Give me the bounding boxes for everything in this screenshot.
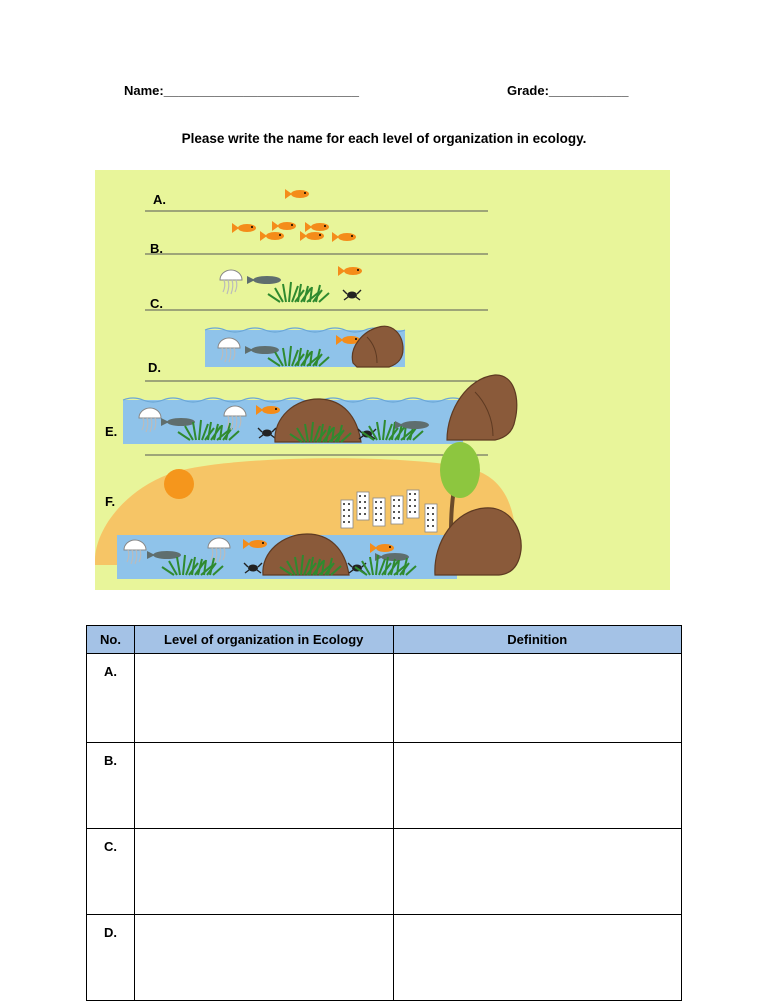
row-number: C. [87,829,135,915]
label-b: B. [150,241,163,256]
row-number: A. [87,654,135,743]
sun-icon [164,469,194,499]
label-f: F. [105,494,116,509]
definition-answer-cell[interactable] [393,743,681,829]
row-number: B. [87,743,135,829]
definition-answer-cell[interactable] [393,654,681,743]
definition-answer-cell[interactable] [393,915,681,1001]
row-number: D. [87,915,135,1001]
ecosystem-icon [205,326,405,367]
grade-field[interactable]: Grade:___________ [507,83,629,98]
instruction-text: Please write the name for each level of organization in ecology. [181,131,587,146]
header-no: No. [87,626,135,654]
label-c: C. [150,296,163,311]
level-answer-cell[interactable] [134,915,393,1001]
table-row [87,915,682,1001]
level-answer-cell[interactable] [134,654,393,743]
header-level: Level of organization in Ecology [134,626,393,654]
table-row [87,829,682,915]
label-d: D. [148,360,161,375]
table-row [87,743,682,829]
definition-answer-cell[interactable] [393,829,681,915]
header-definition: Definition [393,626,681,654]
level-answer-cell[interactable] [134,829,393,915]
label-a: A. [153,192,166,207]
name-field[interactable]: Name:___________________________ [124,83,359,98]
levels-table [86,625,682,1001]
ecology-levels-illustration [95,170,670,590]
table-row [87,654,682,743]
label-e: E. [105,424,118,439]
level-answer-cell[interactable] [134,743,393,829]
table-header-row [87,626,682,654]
